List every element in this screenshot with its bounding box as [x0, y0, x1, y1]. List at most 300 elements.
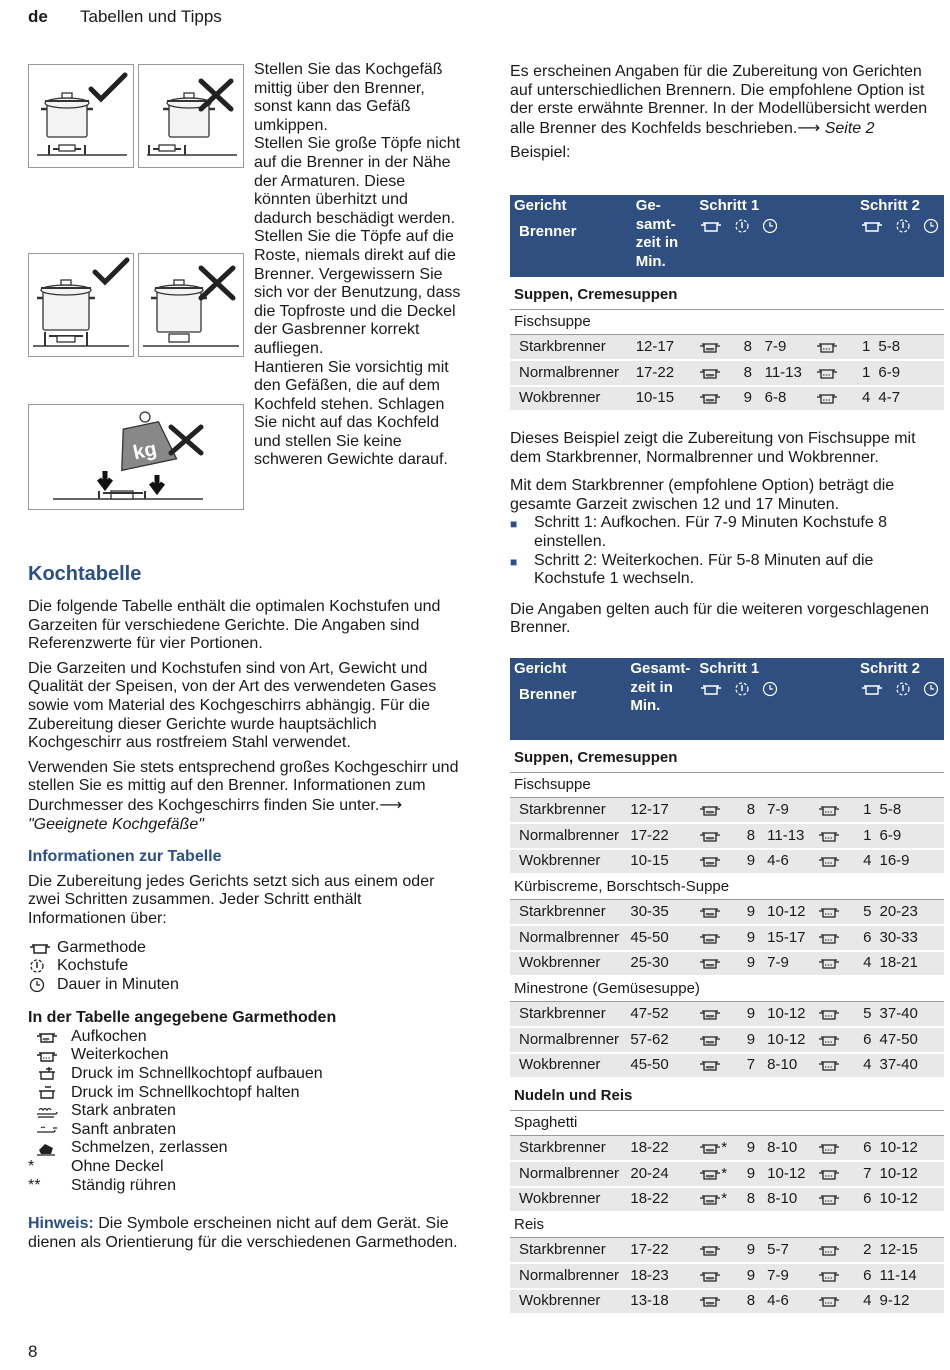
- burner-name: Normalbrenner: [510, 1263, 626, 1289]
- heading-kochtabelle: Kochtabelle: [28, 563, 142, 585]
- step-2-duration: 37-40: [876, 1002, 936, 1028]
- table-row: [510, 386, 944, 412]
- simmer-pot-icon: [818, 854, 840, 868]
- total-time: 13-18: [626, 1289, 695, 1315]
- burner-name: Wokbrenner: [510, 1187, 626, 1213]
- pot-icon: [699, 681, 723, 697]
- spacer-cell: [935, 1263, 944, 1289]
- info-item-level: Kochstufe: [28, 957, 460, 976]
- step-2-method: [814, 1136, 856, 1162]
- boil-pot-icon: [28, 1029, 66, 1045]
- step-2-level: 6: [856, 1027, 876, 1053]
- methods-list: [28, 1028, 460, 1158]
- simmer-pot-icon: [816, 391, 838, 405]
- simmer-pot-icon: [816, 366, 838, 380]
- step-2-method: [814, 1289, 856, 1315]
- header-step-2: [856, 658, 944, 740]
- step-2-level: 4: [856, 1053, 876, 1079]
- simmer-pot-icon: [818, 1192, 840, 1206]
- clock-icon: [922, 681, 940, 697]
- step-2-duration: 10-12: [876, 1161, 936, 1187]
- step-1-level: 9: [739, 1136, 763, 1162]
- total-time: 18-22: [626, 1187, 695, 1213]
- step-1-method: [695, 951, 739, 977]
- step-1-level: 9: [739, 1161, 763, 1187]
- step-1-level: 9: [739, 1238, 763, 1264]
- step-1-method: [695, 360, 735, 386]
- page-number: 8: [28, 1342, 38, 1361]
- clock-icon: [761, 681, 779, 697]
- step-1-duration: 4-6: [763, 1289, 814, 1315]
- method-label: Aufkochen: [71, 1027, 147, 1045]
- dish-name: Minestrone (Gemüsesuppe): [510, 976, 944, 1002]
- burner-name: Wokbrenner: [510, 386, 632, 412]
- step-2-level: 6: [856, 1136, 876, 1162]
- kg-label: kg: [131, 437, 159, 465]
- simmer-pot-icon: [28, 1048, 66, 1064]
- step-2-label: Schritt 2: [859, 197, 920, 214]
- boil-pot-icon: [699, 1167, 721, 1181]
- steps-paragraph: Die Zubereitung jedes Gerichts setzt sich aus einem oder zwei Schritten zusammen. Jeder Schritt enthält Informationen über:: [28, 872, 435, 927]
- note-symbol: **: [28, 1176, 41, 1194]
- boil-pot-icon: [699, 803, 721, 817]
- method-1: [28, 1028, 460, 1047]
- spacer-cell: [936, 360, 944, 386]
- step-1-level: 8: [739, 1289, 763, 1315]
- group-name: Suppen, Cremesuppen: [510, 277, 944, 309]
- starkbrenner-explanation: Mit dem Starkbrenner (empfohlene Option) beträgt die gesamte Garzeit zwischen 12 und 17 Minuten.: [510, 477, 895, 513]
- step-1-method: [695, 1187, 739, 1213]
- table-row: [510, 1002, 944, 1028]
- dish-name: Kürbiscreme, Borschtsch-Suppe: [510, 874, 944, 900]
- step-1-duration: 7-9: [763, 798, 814, 824]
- step-2-duration: 4-7: [874, 386, 935, 412]
- total-time: 12-17: [632, 335, 696, 361]
- step-2-level: 1: [856, 360, 874, 386]
- info-item-method: Garmethode: [28, 939, 460, 958]
- link-suitable-cookware[interactable]: "Geeignete Kochgefäße": [28, 815, 204, 833]
- total-time: 17-22: [626, 823, 695, 849]
- header-gericht: Gericht: [514, 197, 567, 214]
- figure-pot-on-grate: [28, 253, 134, 357]
- step-2-label: Schritt 2: [859, 660, 920, 677]
- step-1-method: [695, 1027, 739, 1053]
- table-row: [510, 900, 944, 926]
- step-2-method: [814, 951, 856, 977]
- spacer-cell: [935, 1238, 944, 1264]
- burners-paragraph: Es erscheinen Angaben für die Zubereitung von Gerichten auf unterschiedlichen Brennern. Die empfohlene Option ist der erste erwähnte Brenner. In der Modellübersicht werden alle Brenner des Kochfelds beschrieben.⟶ Seite 2: [510, 63, 928, 137]
- step-2-method: [814, 1187, 856, 1213]
- no-lid-marker: *: [721, 1138, 728, 1156]
- boil-pot-icon: [699, 1269, 721, 1283]
- step-2-level: 4: [856, 1289, 876, 1315]
- info-list: [28, 939, 460, 995]
- method-3: [28, 1065, 460, 1084]
- boil-pot-icon: [699, 905, 721, 919]
- figure-heavy-weight: [28, 404, 244, 510]
- method-label: Sanft anbraten: [71, 1120, 176, 1138]
- dish-row: [510, 772, 944, 798]
- left-body: [28, 598, 460, 1258]
- step-header-icons: [860, 681, 940, 697]
- step-1-duration: 8-10: [763, 1053, 814, 1079]
- table-row: [510, 1161, 944, 1187]
- group-name: Nudeln und Reis: [510, 1078, 944, 1110]
- burner-name: Normalbrenner: [510, 925, 626, 951]
- spacer-cell: [935, 951, 944, 977]
- spacer-cell: [936, 386, 944, 412]
- heading-info-table: Informationen zur Tabelle: [28, 848, 222, 866]
- example-label: Beispiel:: [510, 144, 571, 162]
- figure-pot-near-controls: [138, 64, 244, 168]
- step-1-duration: 10-12: [763, 1161, 814, 1187]
- step-2-method: [814, 1053, 856, 1079]
- step-2-duration: 5-8: [874, 335, 935, 361]
- step-2-method: [814, 798, 856, 824]
- step-1-level: 9: [739, 951, 763, 977]
- step-2-duration: 47-50: [876, 1027, 936, 1053]
- table-row: [510, 335, 944, 361]
- no-lid-marker: *: [721, 1164, 728, 1182]
- burner-name: Starkbrenner: [510, 900, 626, 926]
- boil-pot-icon: [699, 1141, 721, 1155]
- hint-paragraph: Hinweis: Die Symbole erscheinen nicht auf dem Gerät. Sie dienen als Orientierung für die verschiedenen Garmethoden.: [28, 1215, 458, 1251]
- step-1-method: [695, 900, 739, 926]
- simmer-pot-icon: [818, 1243, 840, 1257]
- step-2-duration: 18-21: [876, 951, 936, 977]
- melt-icon: [28, 1141, 66, 1157]
- bullet-square-icon: ■: [510, 554, 518, 569]
- total-time: 20-24: [626, 1161, 695, 1187]
- burner-name: Normalbrenner: [510, 1027, 626, 1053]
- no-lid-marker: *: [721, 1190, 728, 1207]
- pot-icon: [699, 218, 723, 234]
- table-row: [510, 1187, 944, 1213]
- step-2-method: [814, 1002, 856, 1028]
- step-2-duration: 6-9: [876, 823, 936, 849]
- pot-icon: [860, 681, 884, 697]
- table-header-row: [510, 658, 944, 740]
- step-2-duration: 6-9: [874, 360, 935, 386]
- table-row: [510, 798, 944, 824]
- spacer-cell: [935, 798, 944, 824]
- step-1-method: [695, 849, 739, 875]
- spacer-cell: [935, 1161, 944, 1187]
- step-1-method: [695, 798, 739, 824]
- spacer-cell: [935, 1187, 944, 1213]
- heat-level-icon: [894, 218, 912, 234]
- table-row: [510, 1289, 944, 1315]
- dish-row: [510, 1212, 944, 1238]
- spacer-cell: [935, 1136, 944, 1162]
- step-1-method: [695, 1161, 739, 1187]
- step-1-duration: 7-9: [763, 951, 814, 977]
- boil-pot-icon: [699, 931, 721, 945]
- table-row: [510, 823, 944, 849]
- header-step-1: [695, 658, 856, 740]
- cookware-paragraph: Verwenden Sie stets entsprechend großes Kochgeschirr und stellen Sie es mittig auf den Brenner. Informationen zum Durchmesser des Kochgeschirrs finden Sie unter.⟶ "Geeignete Kochgefäße": [28, 758, 459, 833]
- note-symbol: *: [28, 1158, 35, 1176]
- step-1-method: [695, 1263, 739, 1289]
- step-1-method: [695, 1136, 739, 1162]
- header-brenner: Brenner: [519, 685, 577, 703]
- table-row: [510, 1263, 944, 1289]
- step-1-duration: 11-13: [763, 823, 814, 849]
- header-gericht-brenner: [510, 658, 626, 740]
- step-2-level: 6: [856, 1187, 876, 1213]
- step-2-duration: 5-8: [876, 798, 936, 824]
- boil-pot-icon: [699, 829, 721, 843]
- step-2-level: 1: [856, 335, 874, 361]
- simmer-pot-icon: [818, 1007, 840, 1021]
- boil-pot-icon: [699, 1294, 721, 1308]
- step-1-level: 9: [739, 1027, 763, 1053]
- total-time: 10-15: [626, 849, 695, 875]
- heat-level-icon: [733, 218, 751, 234]
- total-time: 17-22: [632, 360, 696, 386]
- step-1-label: Schritt 1: [699, 197, 760, 214]
- dish-name: Reis: [510, 1212, 944, 1238]
- instruction-careful-handling: Hantieren Sie vorsichtig mit den Gefäßen, die auf dem Kochfeld stehen. Schlagen Sie nicht auf das Kochfeld und stellen Sie keine schweren Gewichte darauf.: [254, 358, 449, 469]
- burner-name: Wokbrenner: [510, 951, 626, 977]
- example-table: [510, 195, 944, 412]
- simmer-pot-icon: [818, 956, 840, 970]
- step-2-method: [814, 849, 856, 875]
- right-intro: [510, 63, 946, 169]
- step-2-method: [812, 335, 856, 361]
- step-2-duration: 11-14: [876, 1263, 936, 1289]
- link-page-2[interactable]: Seite 2: [824, 119, 875, 137]
- factors-paragraph: Die Garzeiten und Kochstufen sind von Art, Gewicht und Qualität der Speisen, von der Art des verwendeten Gases sowie vom Material des Kochgeschirrs abhängig. Für die Zubereitung dieser Gerichte wurde hauptsächlich Kochgeschirr aus rostfreiem Stahl verwendet.: [28, 659, 437, 752]
- step-1-method: [695, 1002, 739, 1028]
- step-2-duration: 37-40: [876, 1053, 936, 1079]
- instruction-large-pots: Stellen Sie große Töpfe nicht auf die Brenner in der Nähe der Armaturen. Diese könnten überhitzt und dadurch beschädigt werden.: [254, 135, 461, 227]
- simmer-pot-icon: [818, 1167, 840, 1181]
- dish-name: Fischsuppe: [510, 772, 944, 798]
- simmer-pot-icon: [818, 1033, 840, 1047]
- total-time: 47-52: [626, 1002, 695, 1028]
- group-row: [510, 277, 944, 309]
- simmer-pot-icon: [818, 1269, 840, 1283]
- header-brenner: Brenner: [519, 222, 577, 240]
- table-header-row: [510, 195, 944, 277]
- pot-icon: [28, 940, 52, 956]
- page-header: [28, 7, 222, 27]
- language-code: de: [28, 7, 48, 26]
- method-4: [28, 1084, 460, 1103]
- step-2-method: [812, 360, 856, 386]
- spacer-cell: [935, 849, 944, 875]
- figure-pot-on-burner: [138, 253, 244, 357]
- simmer-pot-icon: [816, 340, 838, 354]
- dish-name: Spaghetti: [510, 1110, 944, 1136]
- step-2-level: 4: [856, 951, 876, 977]
- step-1-duration: 7-9: [761, 335, 813, 361]
- simmer-pot-icon: [818, 905, 840, 919]
- step-2-duration: 12-15: [876, 1238, 936, 1264]
- instruction-grates: Stellen Sie die Töpfe auf die Roste, niemals direkt auf die Brenner. Vergewissern Sie sich vor der Benutzung, dass die Topfroste und die Deckel der Gasbrenner korrekt aufliegen.: [254, 228, 461, 357]
- total-time: 18-23: [626, 1263, 695, 1289]
- step-1-method: [695, 335, 735, 361]
- dish-name: Fischsuppe: [510, 309, 944, 335]
- simmer-pot-icon: [818, 803, 840, 817]
- step-1-level: 8: [735, 360, 761, 386]
- simmer-pot-icon: [818, 1294, 840, 1308]
- spacer-cell: [935, 1053, 944, 1079]
- boil-pot-icon: [699, 391, 721, 405]
- group-name: Suppen, Cremesuppen: [510, 740, 944, 772]
- step-1-level: 9: [739, 1263, 763, 1289]
- burner-name: Starkbrenner: [510, 1238, 626, 1264]
- bullet-step-2: ■ Schritt 2: Weiterkochen. Für 5-8 Minuten auf die Kochstufe 1 wechseln.: [510, 551, 874, 588]
- boil-pot-icon: [699, 1058, 721, 1072]
- step-2-method: [812, 386, 856, 412]
- clock-icon: [761, 218, 779, 234]
- burner-name: Starkbrenner: [510, 798, 626, 824]
- total-time: 12-17: [626, 798, 695, 824]
- dish-row: [510, 1110, 944, 1136]
- step-1-level: 9: [739, 900, 763, 926]
- method-5: [28, 1102, 460, 1121]
- table-row: [510, 1238, 944, 1264]
- method-label: Druck im Schnellkochtopf halten: [71, 1083, 300, 1101]
- header-gericht-brenner: [510, 195, 632, 277]
- step-header-icons: [860, 218, 940, 234]
- intro-paragraph: Die folgende Tabelle enthält die optimalen Kochstufen und Garzeiten für verschiedene Gerichte. Die Angaben sind Referenzwerte für vier Portionen.: [28, 598, 441, 653]
- burner-name: Normalbrenner: [510, 1161, 626, 1187]
- step-1-duration: 4-6: [763, 849, 814, 875]
- link-arrow-icon: ⟶: [797, 117, 821, 137]
- spacer-cell: [935, 1002, 944, 1028]
- header-gericht: Gericht: [514, 660, 567, 677]
- total-time: 45-50: [626, 925, 695, 951]
- spacer-cell: [935, 1289, 944, 1315]
- step-2-level: 2: [856, 1238, 876, 1264]
- total-time: 30-35: [626, 900, 695, 926]
- note-1: [28, 1158, 460, 1177]
- further-burners-paragraph: Die Angaben gelten auch für die weiteren vorgeschlagenen Brenner.: [510, 600, 929, 637]
- pressure-build-icon: [28, 1066, 66, 1082]
- step-2-duration: 10-12: [876, 1187, 936, 1213]
- step-2-method: [814, 900, 856, 926]
- step-header-icons: [699, 218, 852, 234]
- total-time: 45-50: [626, 1053, 695, 1079]
- boil-pot-icon: [699, 340, 721, 354]
- step-1-method: [695, 1289, 739, 1315]
- step-2-method: [814, 1263, 856, 1289]
- pot-icon: [860, 218, 884, 234]
- step-1-duration: 10-12: [763, 1027, 814, 1053]
- step-1-level: 7: [739, 1053, 763, 1079]
- step-1-duration: 11-13: [761, 360, 813, 386]
- step-1-duration: 7-9: [763, 1263, 814, 1289]
- step-1-level: 9: [739, 1002, 763, 1028]
- method-label: Stark anbraten: [71, 1102, 176, 1120]
- dish-row: [510, 309, 944, 335]
- step-2-method: [814, 823, 856, 849]
- cooking-table: [510, 658, 944, 1315]
- method-label: Druck im Schnellkochtopf aufbauen: [71, 1065, 323, 1083]
- method-label: Schmelzen, zerlassen: [71, 1139, 228, 1157]
- section-title: Tabellen und Tipps: [80, 7, 222, 26]
- notes-list: [28, 1158, 460, 1195]
- table-row: [510, 360, 944, 386]
- example-explanation: Dieses Beispiel zeigt die Zubereitung von Fischsuppe mit dem Starkbrenner, Normalbrenner und Wokbrenner.: [510, 430, 916, 466]
- boil-pot-icon: [699, 1033, 721, 1047]
- burner-name: Wokbrenner: [510, 1289, 626, 1315]
- table-row: [510, 849, 944, 875]
- simmer-pot-icon: [818, 931, 840, 945]
- spacer-cell: [935, 900, 944, 926]
- step-1-duration: 15-17: [763, 925, 814, 951]
- total-time: 10-15: [632, 386, 696, 412]
- step-1-level: 8: [739, 823, 763, 849]
- link-arrow-icon: ⟶: [379, 794, 403, 814]
- heat-level-icon: [733, 681, 751, 697]
- step-1-label: Schritt 1: [699, 660, 760, 677]
- gentle-fry-icon: [28, 1122, 66, 1138]
- burner-name: Starkbrenner: [510, 335, 632, 361]
- total-time: 18-22: [626, 1136, 695, 1162]
- boil-pot-icon: [699, 1007, 721, 1021]
- header-total-time: Gesamt- zeit in Min.: [626, 658, 695, 740]
- step-2-method: [814, 925, 856, 951]
- bullet-step-1: ■ Schritt 1: Aufkochen. Für 7-9 Minuten Kochstufe 8 einstellen.: [510, 514, 888, 550]
- step-2-level: 5: [856, 900, 876, 926]
- dish-row: [510, 874, 944, 900]
- pressure-hold-icon: [28, 1085, 66, 1101]
- step-1-level: 9: [739, 849, 763, 875]
- step-1-duration: 5-7: [763, 1238, 814, 1264]
- total-time: 25-30: [626, 951, 695, 977]
- total-time: 17-22: [626, 1238, 695, 1264]
- figure-instructions: [254, 61, 464, 470]
- bullet-square-icon: ■: [510, 517, 518, 532]
- heading-methods: In der Tabelle angegebene Garmethoden: [28, 1009, 337, 1027]
- burner-name: Starkbrenner: [510, 1136, 626, 1162]
- step-2-level: 6: [856, 925, 876, 951]
- header-step-2: [856, 195, 944, 277]
- spacer-cell: [935, 823, 944, 849]
- step-1-level: 8: [739, 1187, 763, 1213]
- step-1-duration: 10-12: [763, 1002, 814, 1028]
- boil-pot-icon: [699, 956, 721, 970]
- table-row: [510, 1053, 944, 1079]
- step-1-method: [695, 823, 739, 849]
- group-row: [510, 1078, 944, 1110]
- boil-pot-icon: [699, 366, 721, 380]
- step-2-method: [814, 1161, 856, 1187]
- heat-level-icon: [28, 958, 52, 974]
- step-2-level: 1: [856, 798, 876, 824]
- spacer-cell: [935, 925, 944, 951]
- boil-pot-icon: [699, 854, 721, 868]
- spacer-cell: [936, 335, 944, 361]
- note-label: Ohne Deckel: [71, 1158, 164, 1176]
- method-6: [28, 1121, 460, 1140]
- step-2-duration: 16-9: [876, 849, 936, 875]
- step-2-level: 4: [856, 849, 876, 875]
- step-1-level: 8: [735, 335, 761, 361]
- total-time: 57-62: [626, 1027, 695, 1053]
- step-2-duration: 20-23: [876, 900, 936, 926]
- method-label: Weiterkochen: [71, 1046, 169, 1064]
- table-row: [510, 925, 944, 951]
- step-1-level: 9: [739, 925, 763, 951]
- step-1-duration: 8-10: [763, 1136, 814, 1162]
- figure-pot-centered: [28, 64, 134, 168]
- hint-label: Hinweis:: [28, 1215, 94, 1233]
